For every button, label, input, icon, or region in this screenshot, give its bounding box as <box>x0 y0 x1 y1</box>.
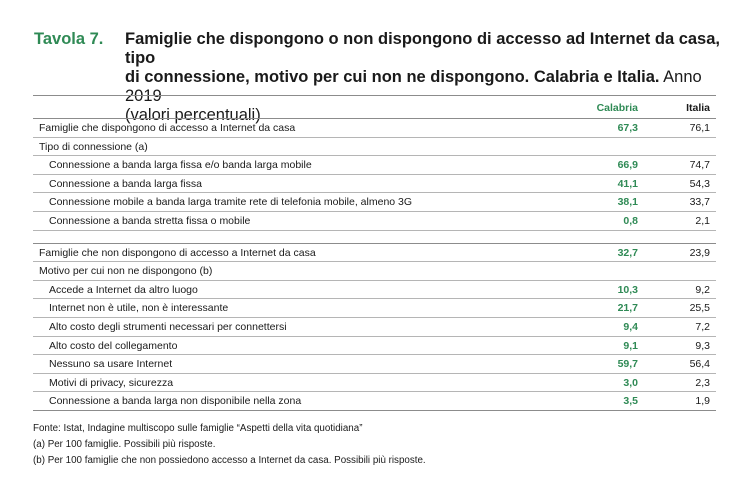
value-calabria: 38,1 <box>617 196 638 209</box>
value-calabria: 9,4 <box>623 320 638 333</box>
table-row <box>33 156 716 175</box>
value-calabria: 9,1 <box>623 339 638 352</box>
section-spacer <box>33 231 716 244</box>
row-label: Tipo di connessione (a) <box>39 140 148 153</box>
row-label: Internet non è utile, non è interessante <box>49 302 229 315</box>
row-label: Alto costo degli strumenti necessari per connettersi <box>49 320 287 333</box>
value-italia: 2,3 <box>695 376 710 389</box>
value-calabria: 21,7 <box>617 302 638 315</box>
caption-line-1: Famiglie che dispongono o non dispongono di accesso ad Internet da casa, tipo <box>125 30 720 67</box>
table-row <box>33 281 716 300</box>
value-calabria: 0,8 <box>623 214 638 227</box>
row-label: Alto costo del collegamento <box>49 339 178 352</box>
caption-line-2: di connessione, motivo per cui non ne dispongono. Calabria e Italia. <box>125 68 660 86</box>
row-label: Motivo per cui non ne dispongono (b) <box>39 265 213 278</box>
source-note: Fonte: Istat, Indagine multiscopo sulle famiglie “Aspetti della vita quotidiana” <box>33 423 363 434</box>
table-row <box>33 175 716 194</box>
row-label: Motivi di privacy, sicurezza <box>49 376 174 389</box>
value-calabria: 66,9 <box>617 159 638 172</box>
value-italia: 25,5 <box>689 302 710 315</box>
table-row <box>33 392 716 411</box>
caption-units: (valori percentuali) <box>125 106 261 124</box>
row-label: Connessione a banda stretta fissa o mobile <box>49 214 251 227</box>
row-label: Connessione a banda larga non disponibile nella zona <box>49 395 302 408</box>
table-row <box>33 244 716 263</box>
value-italia: 2,1 <box>695 214 710 227</box>
table-row <box>33 355 716 374</box>
table-row <box>33 318 716 337</box>
value-italia: 9,2 <box>695 283 710 296</box>
row-label: Famiglie che non dispongono di accesso a Internet da casa <box>39 246 316 259</box>
column-header-italia: Italia <box>686 102 710 114</box>
value-calabria: 67,3 <box>617 122 638 134</box>
table-row <box>33 193 716 212</box>
data-table <box>33 95 716 411</box>
table-row <box>33 119 716 138</box>
value-calabria: 32,7 <box>617 246 638 259</box>
value-calabria: 41,1 <box>617 177 638 190</box>
table-row <box>33 337 716 356</box>
row-label: Famiglie che dispongono di accesso a Internet da casa <box>39 122 296 134</box>
value-calabria: 59,7 <box>617 358 638 371</box>
table-header <box>33 96 716 119</box>
caption-year: Anno 2019 <box>125 68 702 105</box>
table-row <box>33 374 716 393</box>
table-notes <box>33 421 426 469</box>
row-label: Connessione a banda larga fissa <box>49 177 202 190</box>
footnote-b: (b) Per 100 famiglie che non possiedono accesso a Internet da casa. Possibili più risposte. <box>33 455 426 466</box>
value-calabria: 10,3 <box>617 283 638 296</box>
table-row <box>33 299 716 318</box>
value-italia: 1,9 <box>695 395 710 408</box>
value-calabria: 3,0 <box>623 376 638 389</box>
footnote-a: (a) Per 100 famiglie. Possibili più risposte. <box>33 439 216 450</box>
table-row <box>33 212 716 231</box>
table-row <box>33 138 716 157</box>
value-calabria: 3,5 <box>623 395 638 408</box>
table-row <box>33 262 716 281</box>
value-italia: 54,3 <box>689 177 710 190</box>
value-italia: 23,9 <box>689 246 710 259</box>
value-italia: 74,7 <box>689 159 710 172</box>
value-italia: 7,2 <box>695 320 710 333</box>
value-italia: 76,1 <box>689 122 710 134</box>
table-number: Tavola 7. <box>34 30 104 48</box>
column-header-calabria: Calabria <box>596 102 638 114</box>
row-label: Connessione a banda larga fissa e/o banda larga mobile <box>49 159 312 172</box>
value-italia: 9,3 <box>695 339 710 352</box>
row-label: Connessione mobile a banda larga tramite rete di telefonia mobile, almeno 3G <box>49 196 413 209</box>
row-label: Nessuno sa usare Internet <box>49 358 173 371</box>
value-italia: 33,7 <box>689 196 710 209</box>
row-label: Accede a Internet da altro luogo <box>49 283 198 296</box>
value-italia: 56,4 <box>689 358 710 371</box>
